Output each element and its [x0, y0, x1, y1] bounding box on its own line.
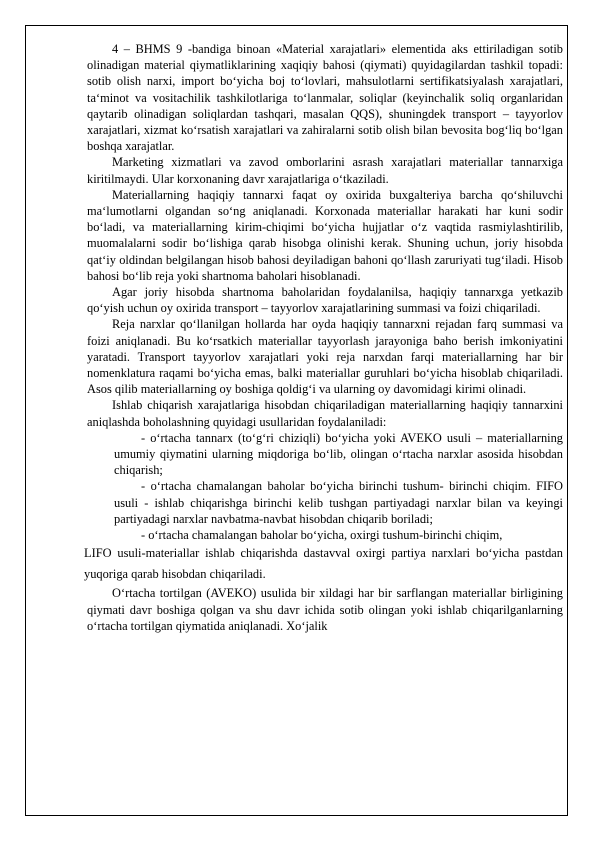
valuation-methods-list [87, 430, 563, 543]
paragraph-plan-prices: Reja narxlar qo‘llanilgan hollarda har oyda haqiqiy tannarxni rejadan farq summasi va foizi aniqlanadi. Bu ko‘rsatkich materiallar tayyorlash jarayoniga baho berish imkoniyatini yaratadi. Transport tayyorlov xarajatlari yoki reja narxdan farqi materiallarning har bir nomenklatura raqami bo‘yicha emas, balki materiallar guruhlari bo‘yicha hisoblab chiqariladi. Asos qilib materiallarning oy boshiga qoldig‘i va ularning oy davomidagi kirimi olinadi. [87, 317, 563, 397]
paragraph-aveko: O‘rtacha tortilgan (AVEKO) usulida bir xildagi har bir sarflangan materiallar birligining qiymati davr boshiga qolgan va shu davr ichida sotib olingan yoki ishlab chiqarilganlarning o‘rtacha tortilgan qiymatida aniqlanadi. Xo‘jalik [87, 586, 563, 633]
list-item: - o‘rtacha chamalangan baholar bo‘yicha birinchi tushum- birinchi chiqim. FIFO usuli - ishlab chiqarishga birinchi kelib tushgan partiyadagi narxlar bilan va keyingi partiyadagi narxlar navbatma-navbat hisobdan chiqarib boriladi; [114, 479, 563, 526]
list-item: - o‘rtacha tannarx (to‘g‘ri chiziqli) bo‘yicha yoki AVEKO usuli – materiallarning umumiy qiymatini ularning miqdoriga bo‘lib, olingan o‘rtacha narxlar asosida hisobdan chiqarish; [114, 430, 563, 478]
list-item: - o‘rtacha chamalangan baholar bo‘yicha, oxirgi tushum-birinchi chiqim, [141, 528, 503, 543]
paragraph-actual-cost: Materiallarning haqiqiy tannarxi faqat oy oxirida buxgalteriya barcha qo‘shiluvchi ma‘lumotlarni olgandan so‘ng aniqlanadi. Korxonada materiallar harakati har kuni sodir bo‘ladi, va materiallarning kirim-chiqimi bo‘yicha hujjatlar o‘z vaqtida rasmiylashtirilib, muomalalarni sodir bo‘lishiga qarab hisobga olinishi kerak. Shuning uchun, joriy hisobda qat‘iy oldindan belgilangan hisob bahosi deyiladigan bahoni qo‘llash zaruriyati tug‘iladi. Hisob bahosi bo‘lib reja yoki shartnoma baholari hisoblanadi. [87, 187, 563, 283]
document-body [84, 41, 563, 634]
paragraph-lifo: LIFO usuli-materiallar ishlab chiqarishda dastavval oxirgi partiya narxlari bo‘yicha pastdan yuqoriga qarab hisobdan chiqariladi. [84, 546, 563, 582]
paragraph-cost-composition: 4 – BHMS 9 -bandiga binoan «Material xarajatlari» elementida aks ettiriladigan sotib olinadigan material qiymatliklarining xaqiqiy bahosi (qiymati) quyidagilardan tashkil topadi: sotib olish narxi, import bo‘yicha boj to‘lovlari, mahsulotlarni sertifikatsiyalash xarajatlari, ta‘minot va vositachilik tashkilotlariga to‘lanmalar, soliqlar (keyinchalik soliq organlaridan qaytarib olinadigan soliqlardan tashqari, masalan QQS), shuningdek transport – tayyorlov xarajatlari, xizmat ko‘rsatish xarajatlari va zahiralarni sotib olish bilan bevosita bog‘liq bo‘lgan boshqa xarajatlar. [87, 42, 563, 154]
paragraph-marketing: Marketing xizmatlari va zavod omborlarini asrash xarajatlari materiallar tannarxiga kiritilmaydi. Ular korxonaning davr xarajatlariga o‘tkaziladi. [87, 155, 563, 186]
paragraph-valuation-methods: Ishlab chiqarish xarajatlariga hisobdan chiqariladigan materiallarning haqiqiy tannarxini aniqlashda boholashning quyidagi usullaridan foydalaniladi: [87, 398, 563, 429]
paragraph-contract-prices: Agar joriy hisobda shartnoma baholaridan foydalanilsa, haqiqiy tannarxga yetkazib qo‘yish uchun oy oxirida transport – tayyorlov xarajatlarining summasi va foizi chiqariladi. [87, 285, 563, 316]
